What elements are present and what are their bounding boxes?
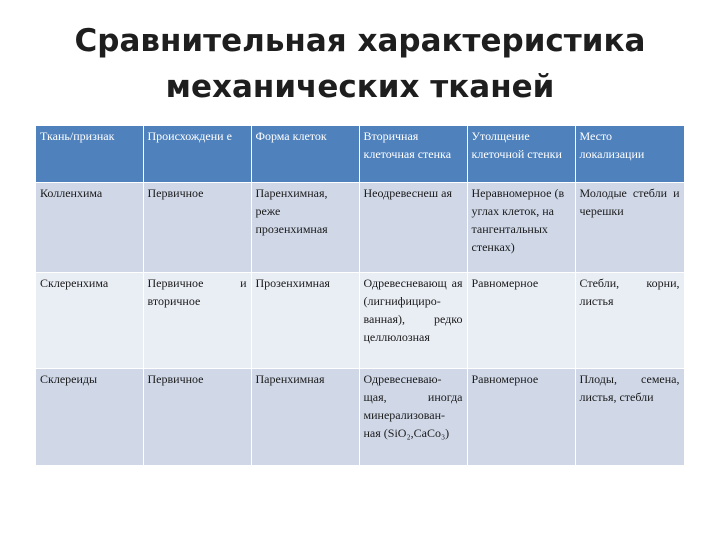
table-cell: Неодревеснеш ая <box>359 183 467 273</box>
table-row <box>36 183 684 273</box>
table-cell: Прозенхимная <box>251 273 359 369</box>
table-cell: Паренхимная <box>251 369 359 465</box>
table-cell: Равномерное <box>467 273 575 369</box>
table-header-row <box>36 126 684 183</box>
page-title <box>0 18 720 110</box>
table-cell: Первичное <box>143 369 251 465</box>
table-cell: Одревесневаю- щая, иногда минерализован- ная (SiO₂,CaCo₃) <box>359 369 467 465</box>
table-row <box>36 369 684 465</box>
table-row <box>36 273 684 369</box>
header-origin: Происхождени е <box>143 126 251 183</box>
header-location: Место локализации <box>575 126 684 183</box>
table-cell: Молодые стебли и черешки <box>575 183 684 273</box>
table-cell: Первичное <box>143 183 251 273</box>
table-cell: Равномерное <box>467 369 575 465</box>
title-line-2: механических тканей <box>165 69 555 105</box>
header-secondary-wall: Вторичная клеточная стенка <box>359 126 467 183</box>
table-cell: Склереиды <box>36 369 143 465</box>
header-wall-thickening: Утолщение клеточной стенки <box>467 126 575 183</box>
header-tissue: Ткань/признак <box>36 126 143 183</box>
table-cell: Неравномерное (в углах клеток, на тангентальных стенках) <box>467 183 575 273</box>
table-cell: Одревесневающ ая (лигнифициро- ванная), редко целлюлозная <box>359 273 467 369</box>
table-cell: Склеренхима <box>36 273 143 369</box>
table-cell: Колленхима <box>36 183 143 273</box>
table-cell: Первичное и вторичное <box>143 273 251 369</box>
table-cell: Стебли, корни, листья <box>575 273 684 369</box>
header-cell-shape: Форма клеток <box>251 126 359 183</box>
table-cell: Паренхимная, реже прозенхимная <box>251 183 359 273</box>
comparison-table <box>36 126 685 465</box>
title-line-1: Сравнительная характеристика <box>74 23 646 59</box>
table-cell: Плоды, семена, листья, стебли <box>575 369 684 465</box>
